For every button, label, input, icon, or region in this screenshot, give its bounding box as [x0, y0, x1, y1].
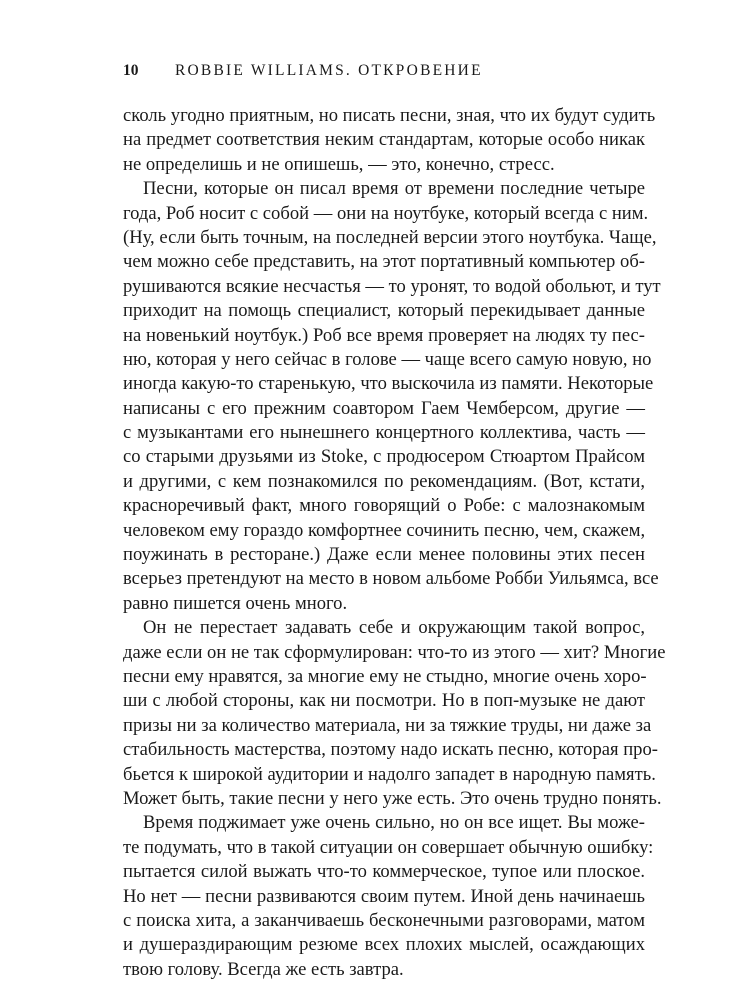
text-line: на предмет соответствия неким стандартам, которые особо никак	[123, 129, 645, 151]
text-line: ню, которая у него сейчас в голове — чаще всего самую новую, но	[123, 348, 652, 370]
text-line: приходит на помощь специалист, который перекидывает данные	[123, 300, 645, 322]
page-number: 10	[123, 62, 139, 79]
running-head	[123, 62, 645, 88]
text-line: Но нет — песни развиваются своим путем. Иной день начинаешь	[123, 885, 645, 907]
text-line: со старыми друзьями из Stoke, с продюсером Стюартом Прайсом	[123, 446, 645, 468]
text-line: иногда какую-то старенькую, что выскочила из памяти. Некоторые	[123, 373, 654, 395]
text-line: и другими, с кем познакомился по рекомендациям. (Вот, кстати,	[123, 470, 645, 492]
text-line: рушиваются всякие несчастья — то уронят, то водой обольют, и тут	[123, 275, 661, 297]
text-line: поужинать в ресторане.) Даже если менее половины этих песен	[123, 544, 645, 566]
paragraph	[123, 811, 654, 982]
text-line: бьется к широкой аудитории и надолго западет в народную память.	[123, 763, 656, 785]
text-line: сколь угодно приятным, но писать песни, зная, что их будут судить	[123, 105, 656, 126]
text-line: с музыкантами его нынешнего концертного коллектива, часть —	[123, 422, 645, 444]
text-line: всерьез претендуют на место в новом альбоме Робби Уильямса, все	[123, 568, 659, 590]
text-line: равно пишется очень много.	[123, 592, 348, 614]
text-line: на новенький ноутбук.) Роб все время проверяет на людях ту пес-	[123, 324, 645, 346]
paragraph	[123, 177, 661, 616]
text-line: призы ни за количество материала, ни за тяжкие труды, ни даже за	[123, 714, 652, 736]
book-page	[123, 62, 666, 982]
text-line: Он не перестает задавать себе и окружающим такой вопрос,	[143, 617, 645, 639]
text-line: Может быть, такие песни у него уже есть. Это очень трудно понять.	[123, 787, 662, 809]
text-line: человеком ему гораздо комфортнее сочинить песню, чем, скажем,	[123, 519, 646, 541]
text-line: красноречивый факт, много говорящий о Робе: с малознакомым	[123, 495, 645, 517]
text-line: с поиска хита, а заканчиваешь бесконечными разговорами, матом	[123, 909, 645, 931]
text-line: те подумать, что в такой ситуации он совершает обычную ошибку:	[123, 836, 654, 858]
text-line: песни ему нравятся, за многие ему не стыдно, многие очень хоро-	[123, 665, 647, 687]
text-line: Песни, которые он писал время от времени последние четыре	[143, 178, 645, 200]
text-line: пытается силой выжать что-то коммерческое, тупое или плоское.	[123, 861, 645, 883]
body-text	[123, 104, 666, 982]
text-line: года, Роб носит с собой — они на ноутбуке, который всегда с ним.	[123, 202, 649, 224]
text-line: написаны с его прежним соавтором Гаем Чемберсом, другие —	[123, 397, 645, 419]
text-line: твою голову. Всегда же есть завтра.	[123, 958, 404, 980]
text-line: ши с любой стороны, как ни посмотри. Но в поп-музыке не дают	[123, 690, 645, 712]
text-line: чем можно себе представить, на этот портативный компьютер об-	[123, 251, 645, 273]
text-line: стабильность мастерства, поэтому надо искать песню, которая про-	[123, 739, 658, 761]
text-line: и душераздирающим резюме всех плохих мыслей, осаждающих	[123, 934, 645, 956]
running-head-title: ROBBIE WILLIAMS. ОТКРОВЕНИЕ	[175, 62, 483, 79]
paragraph	[123, 104, 656, 177]
text-line: Время поджимает уже очень сильно, но он все ищет. Вы може-	[143, 812, 645, 834]
text-line: (Ну, если быть точным, на последней версии этого ноутбука. Чаще,	[123, 226, 657, 248]
text-line: даже если он не так сформулирован: что-то из этого — хит? Многие	[123, 641, 666, 663]
text-line: не определишь и не опишешь, — это, конечно, стресс.	[123, 153, 555, 175]
paragraph	[123, 616, 666, 811]
